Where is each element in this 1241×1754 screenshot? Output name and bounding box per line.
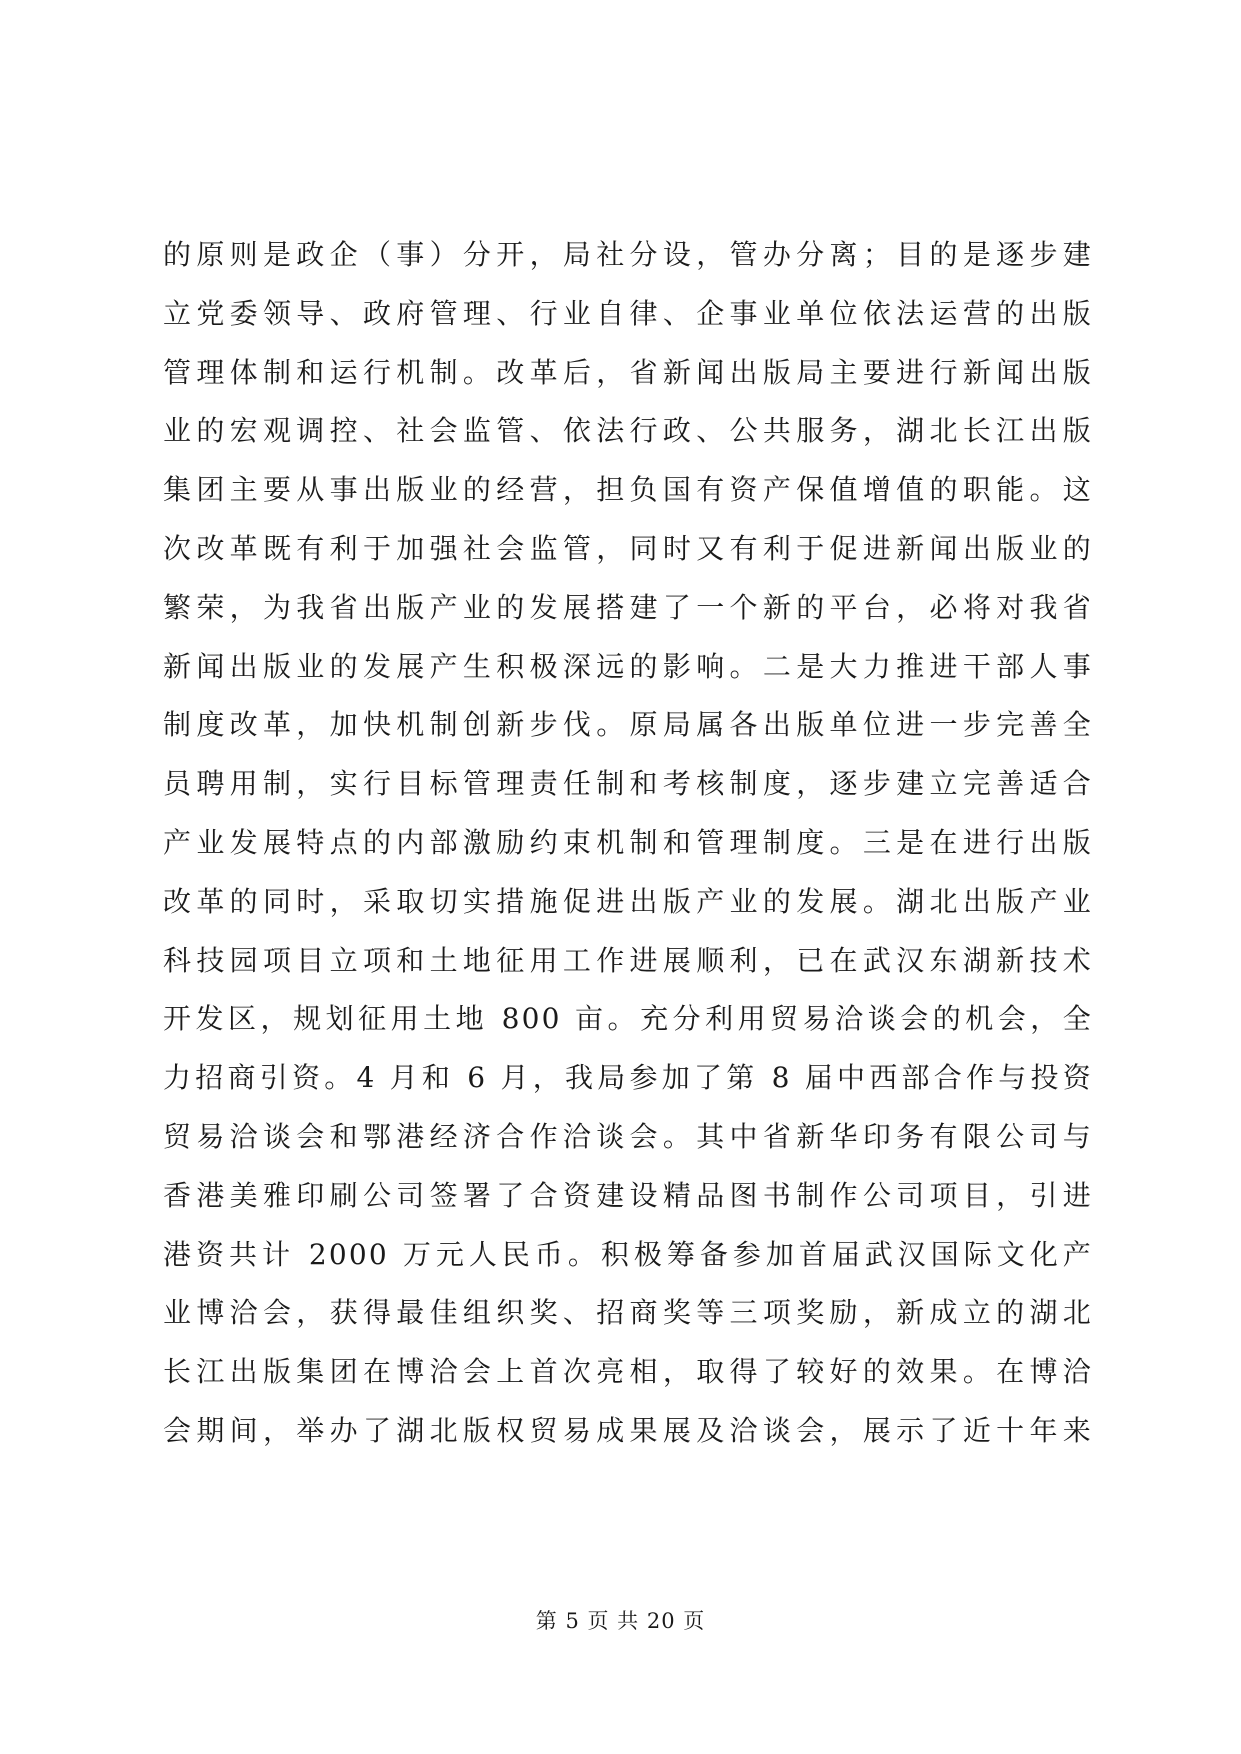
text-line: 集团主要从事出版业的经营，担负国有资产保值增值的职能。这 [163,473,1093,507]
text-line: 管理体制和运行机制。改革后，省新闻出版局主要进行新闻出版 [163,355,1093,389]
text-line: 香港美雅印刷公司签署了合资建设精品图书制作公司项目，引进 [163,1178,1093,1212]
text-line: 次改革既有利于加强社会监管，同时又有利于促进新闻出版业的 [163,531,1093,565]
text-line: 贸易洽谈会和鄂港经济合作洽谈会。其中省新华印务有限公司与 [163,1119,1093,1153]
text-line: 港资共计 2000 万元人民币。积极筹备参加首届武汉国际文化产 [163,1237,1093,1271]
text-line: 业博洽会，获得最佳组织奖、招商奖等三项奖励，新成立的湖北 [163,1296,1093,1330]
body-text [163,226,1093,1461]
text-line: 会期间，举办了湖北版权贸易成果展及洽谈会，展示了近十年来 [163,1413,1093,1447]
text-line: 员聘用制，实行目标管理责任制和考核制度，逐步建立完善适合 [163,767,1093,801]
text-line: 改革的同时，采取切实措施促进出版产业的发展。湖北出版产业 [163,884,1093,918]
text-line: 繁荣，为我省出版产业的发展搭建了一个新的平台，必将对我省 [163,590,1093,624]
text-line: 开发区，规划征用土地 800 亩。充分利用贸易洽谈会的机会，全 [163,1002,1093,1036]
text-line: 制度改革，加快机制创新步伐。原局属各出版单位进一步完善全 [163,708,1093,742]
text-line: 长江出版集团在博洽会上首次亮相，取得了较好的效果。在博洽 [163,1355,1093,1389]
page-number-footer: 第 5 页 共 20 页 [535,1609,706,1633]
text-line: 业的宏观调控、社会监管、依法行政、公共服务，湖北长江出版 [163,414,1093,448]
text-line: 立党委领导、政府管理、行业自律、企事业单位依法运营的出版 [163,296,1093,330]
text-line: 产业发展特点的内部激励约束机制和管理制度。三是在进行出版 [163,825,1093,859]
text-line: 科技园项目立项和土地征用工作进展顺利，已在武汉东湖新技术 [163,943,1093,977]
text-line: 的原则是政企（事）分开，局社分设，管办分离；目的是逐步建 [163,238,1093,271]
text-line: 新闻出版业的发展产生积极深远的影响。二是大力推进干部人事 [163,649,1093,683]
text-line: 力招商引资。4 月和 6 月，我局参加了第 8 届中西部合作与投资 [163,1061,1093,1095]
